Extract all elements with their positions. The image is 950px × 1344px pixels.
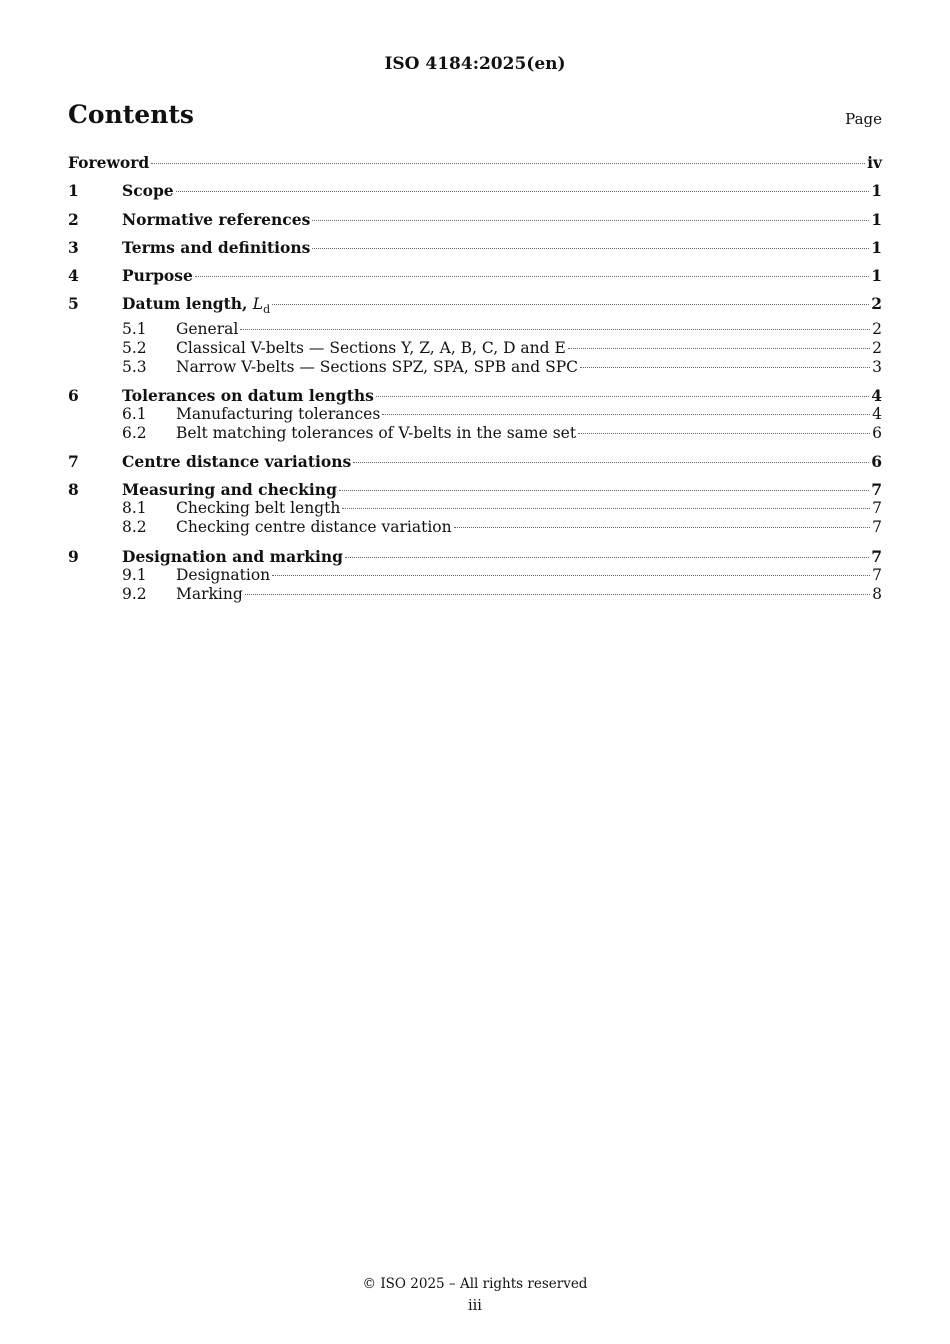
- toc-entry-number: 5: [68, 294, 79, 314]
- table-of-contents: [68, 153, 882, 604]
- toc-dot-leader: [151, 162, 865, 164]
- toc-entry-number: 6: [68, 385, 79, 405]
- toc-entry-number: 9.1: [122, 565, 147, 584]
- toc-subentry[interactable]: [68, 518, 882, 537]
- toc-entry-title[interactable]: Marking: [176, 584, 243, 603]
- toc-entry-title[interactable]: Scope: [122, 181, 174, 201]
- toc-entry[interactable]: [68, 153, 882, 172]
- toc-entry-title[interactable]: Terms and definitions: [122, 237, 311, 257]
- contents-title: Contents: [68, 100, 195, 129]
- toc-entry-page[interactable]: 1: [871, 237, 882, 257]
- toc-entry-number: 7: [68, 452, 79, 472]
- toc-entry-number: 1: [68, 181, 79, 201]
- toc-entry[interactable]: [68, 452, 882, 471]
- toc-entry-title[interactable]: Checking centre distance variation: [176, 518, 452, 537]
- toc-dot-leader: [580, 366, 870, 368]
- toc-entry-page[interactable]: 2: [872, 319, 882, 338]
- toc-subentry[interactable]: [68, 424, 882, 443]
- toc-dot-leader: [312, 219, 869, 221]
- toc-entry-page[interactable]: 1: [871, 181, 882, 201]
- toc-dot-leader: [353, 461, 869, 463]
- toc-entry-title[interactable]: General: [176, 319, 239, 338]
- toc-entry-page[interactable]: 7: [872, 565, 882, 584]
- toc-entry-title[interactable]: Manufacturing tolerances: [176, 404, 381, 423]
- toc-entry[interactable]: [68, 294, 882, 319]
- toc-entry-page[interactable]: 7: [872, 499, 882, 518]
- toc-dot-leader: [454, 526, 871, 528]
- toc-entry[interactable]: [68, 266, 882, 285]
- toc-entry-number: 6.2: [122, 423, 147, 442]
- toc-entry-number: 9.2: [122, 584, 147, 603]
- toc-entry-page[interactable]: 6: [871, 452, 882, 472]
- toc-dot-leader: [272, 303, 869, 305]
- toc-subentry[interactable]: [68, 320, 882, 339]
- toc-entry-symbol: L: [252, 295, 264, 314]
- toc-entry-page[interactable]: 1: [871, 209, 882, 229]
- toc-dot-leader: [272, 574, 870, 576]
- toc-dot-leader: [245, 593, 870, 595]
- toc-entry-title[interactable]: Classical V-belts — Sections Y, Z, A, B, C, D and E: [176, 338, 566, 357]
- toc-subentry[interactable]: [68, 585, 882, 604]
- toc-dot-leader: [342, 507, 870, 509]
- toc-entry-number: 8.1: [122, 499, 147, 518]
- document-id-header: ISO 4184:2025(en): [384, 54, 566, 74]
- toc-entry-title[interactable]: Purpose: [122, 266, 193, 286]
- toc-dot-leader: [568, 347, 870, 349]
- toc-dot-leader: [195, 275, 869, 277]
- toc-subentry[interactable]: [68, 339, 882, 358]
- toc-entry-number: 9: [68, 546, 79, 566]
- toc-entry-number: 5.2: [122, 338, 147, 357]
- toc-entry-page[interactable]: iv: [867, 153, 882, 172]
- toc-entry-title[interactable]: Normative references: [122, 209, 311, 229]
- toc-entry-title[interactable]: Foreword: [68, 153, 150, 172]
- toc-entry-page[interactable]: 6: [872, 423, 882, 442]
- toc-dot-leader: [312, 247, 869, 249]
- toc-dot-leader: [339, 489, 869, 491]
- toc-entry-page[interactable]: 4: [872, 404, 882, 423]
- toc-entry-number: 3: [68, 237, 79, 257]
- toc-subentry[interactable]: [68, 499, 882, 518]
- toc-entry[interactable]: [68, 480, 882, 499]
- toc-dot-leader: [176, 190, 870, 192]
- toc-entry-page[interactable]: 3: [872, 357, 882, 376]
- toc-entry-page[interactable]: 2: [872, 338, 882, 357]
- toc-entry[interactable]: [68, 386, 882, 405]
- toc-entry-number: 5.1: [122, 319, 147, 338]
- toc-entry-title[interactable]: Narrow V-belts — Sections SPZ, SPA, SPB and SPC: [176, 357, 579, 376]
- toc-entry-title[interactable]: Checking belt length: [176, 499, 341, 518]
- toc-entry-page[interactable]: 7: [871, 480, 882, 500]
- toc-subentry[interactable]: [68, 566, 882, 585]
- toc-entry-subscript: d: [263, 303, 271, 317]
- toc-entry-number: 8: [68, 480, 79, 500]
- toc-entry-number: 5.3: [122, 357, 147, 376]
- toc-entry[interactable]: [68, 238, 882, 257]
- toc-subentry[interactable]: [68, 405, 882, 424]
- toc-entry-page[interactable]: 7: [871, 546, 882, 566]
- toc-entry-number: 4: [68, 266, 79, 286]
- toc-dot-leader: [578, 432, 870, 434]
- toc-entry-page[interactable]: 7: [872, 518, 882, 537]
- toc-entry[interactable]: [68, 210, 882, 229]
- copyright-notice: © ISO 2025 – All rights reserved: [362, 1276, 588, 1292]
- toc-entry-page[interactable]: 4: [871, 385, 882, 405]
- toc-entry-page[interactable]: 1: [871, 266, 882, 286]
- toc-dot-leader: [382, 413, 870, 415]
- toc-entry-title[interactable]: Datum length, $L_d$: [122, 294, 271, 317]
- toc-dot-leader: [376, 395, 869, 397]
- toc-entry-number: 8.2: [122, 518, 147, 537]
- toc-entry-number: 2: [68, 209, 79, 229]
- page-number: iii: [468, 1298, 482, 1314]
- toc-entry-number: 6.1: [122, 404, 147, 423]
- toc-entry[interactable]: [68, 547, 882, 566]
- toc-entry-title[interactable]: Designation and marking: [122, 546, 344, 566]
- toc-subentry[interactable]: [68, 358, 882, 377]
- toc-dot-leader: [240, 328, 870, 330]
- toc-entry-title[interactable]: Centre distance variations: [122, 452, 352, 472]
- toc-entry-title[interactable]: Belt matching tolerances of V-belts in the same set: [176, 423, 577, 442]
- toc-dot-leader: [345, 556, 869, 558]
- page-column-label: Page: [845, 110, 882, 128]
- toc-entry-page[interactable]: 8: [872, 584, 882, 603]
- toc-entry[interactable]: [68, 181, 882, 200]
- toc-entry-title[interactable]: Designation: [176, 565, 271, 584]
- toc-entry-title[interactable]: Measuring and checking: [122, 480, 337, 500]
- toc-entry-page[interactable]: 2: [871, 294, 882, 314]
- toc-entry-title[interactable]: Tolerances on datum lengths: [122, 385, 374, 405]
